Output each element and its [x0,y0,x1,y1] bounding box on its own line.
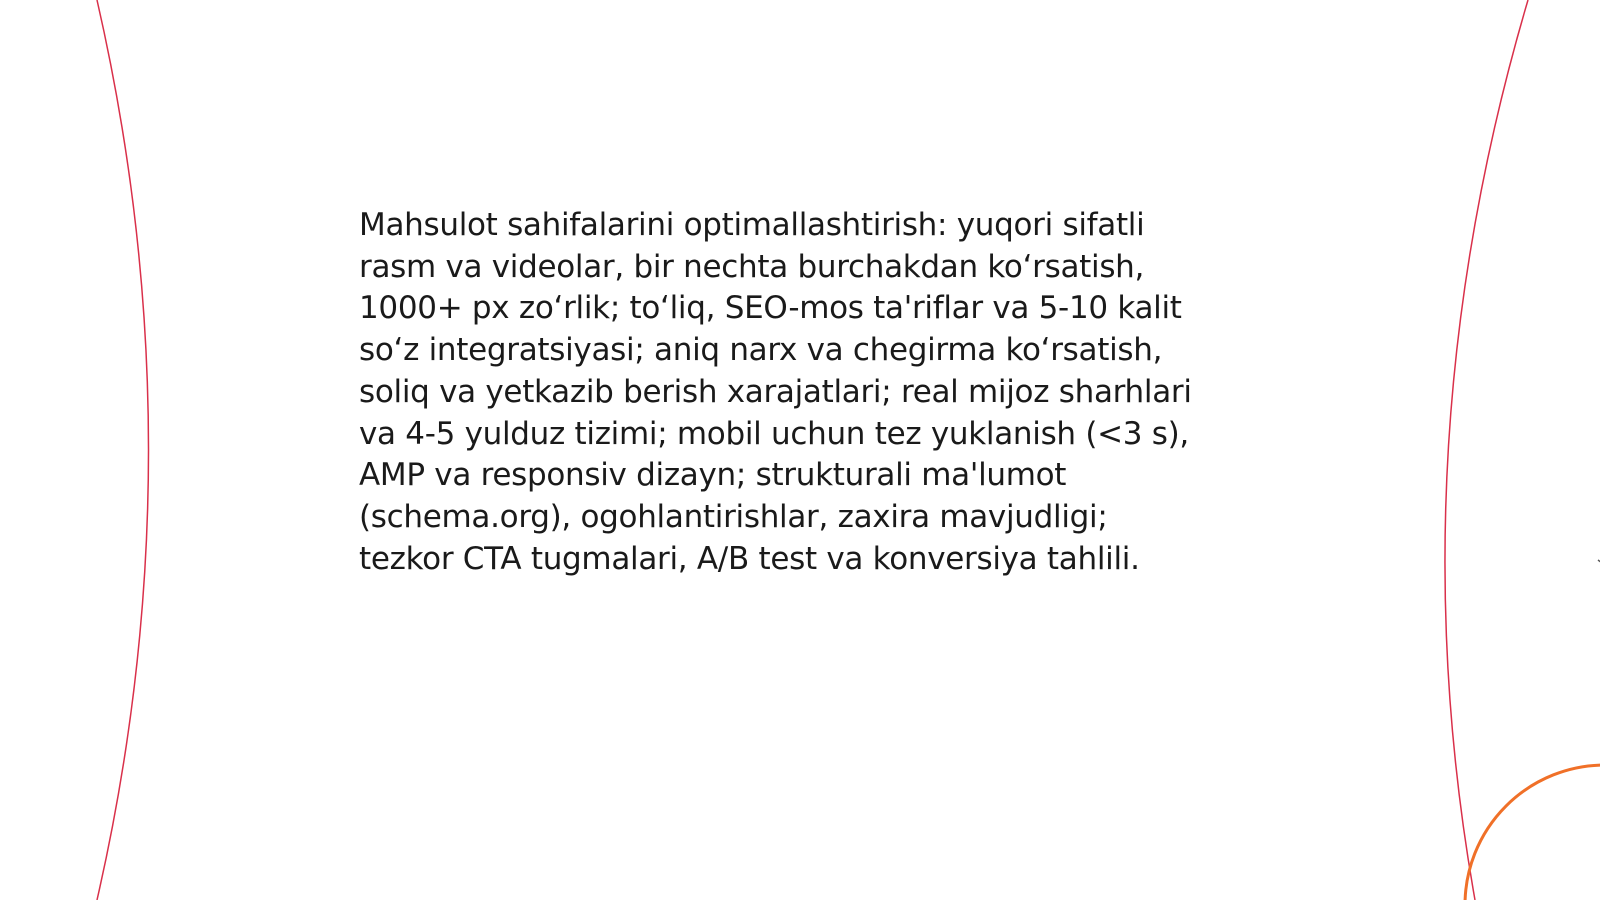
right-curve [1445,0,1528,900]
left-curve [97,0,149,900]
body-text: Mahsulot sahifalarini optimallashtirish: yuqori sifatli rasm va videolar, bir nechta burchakdan ko‘rsatish, 1000+ px zo‘rlik; to‘liq, SEO-mos ta'riflar va 5-10 kalit so‘z integratsiyasi; aniq narx va chegirma ko‘rsatish, soliq va yetkazib berish xarajatlari; real mijoz sharhlari va 4-5 yulduz tizimi; mobil uchun tez yuklanish (<3 s), AMP va responsiv dizayn; strukturali ma'lumot (schema.org), ogohlantirishlar, zaxira mavjudligi; tezkor CTA tugmalari, A/B test va konversiya tahlili. [359,207,1192,577]
corner-circle [1465,765,1600,900]
